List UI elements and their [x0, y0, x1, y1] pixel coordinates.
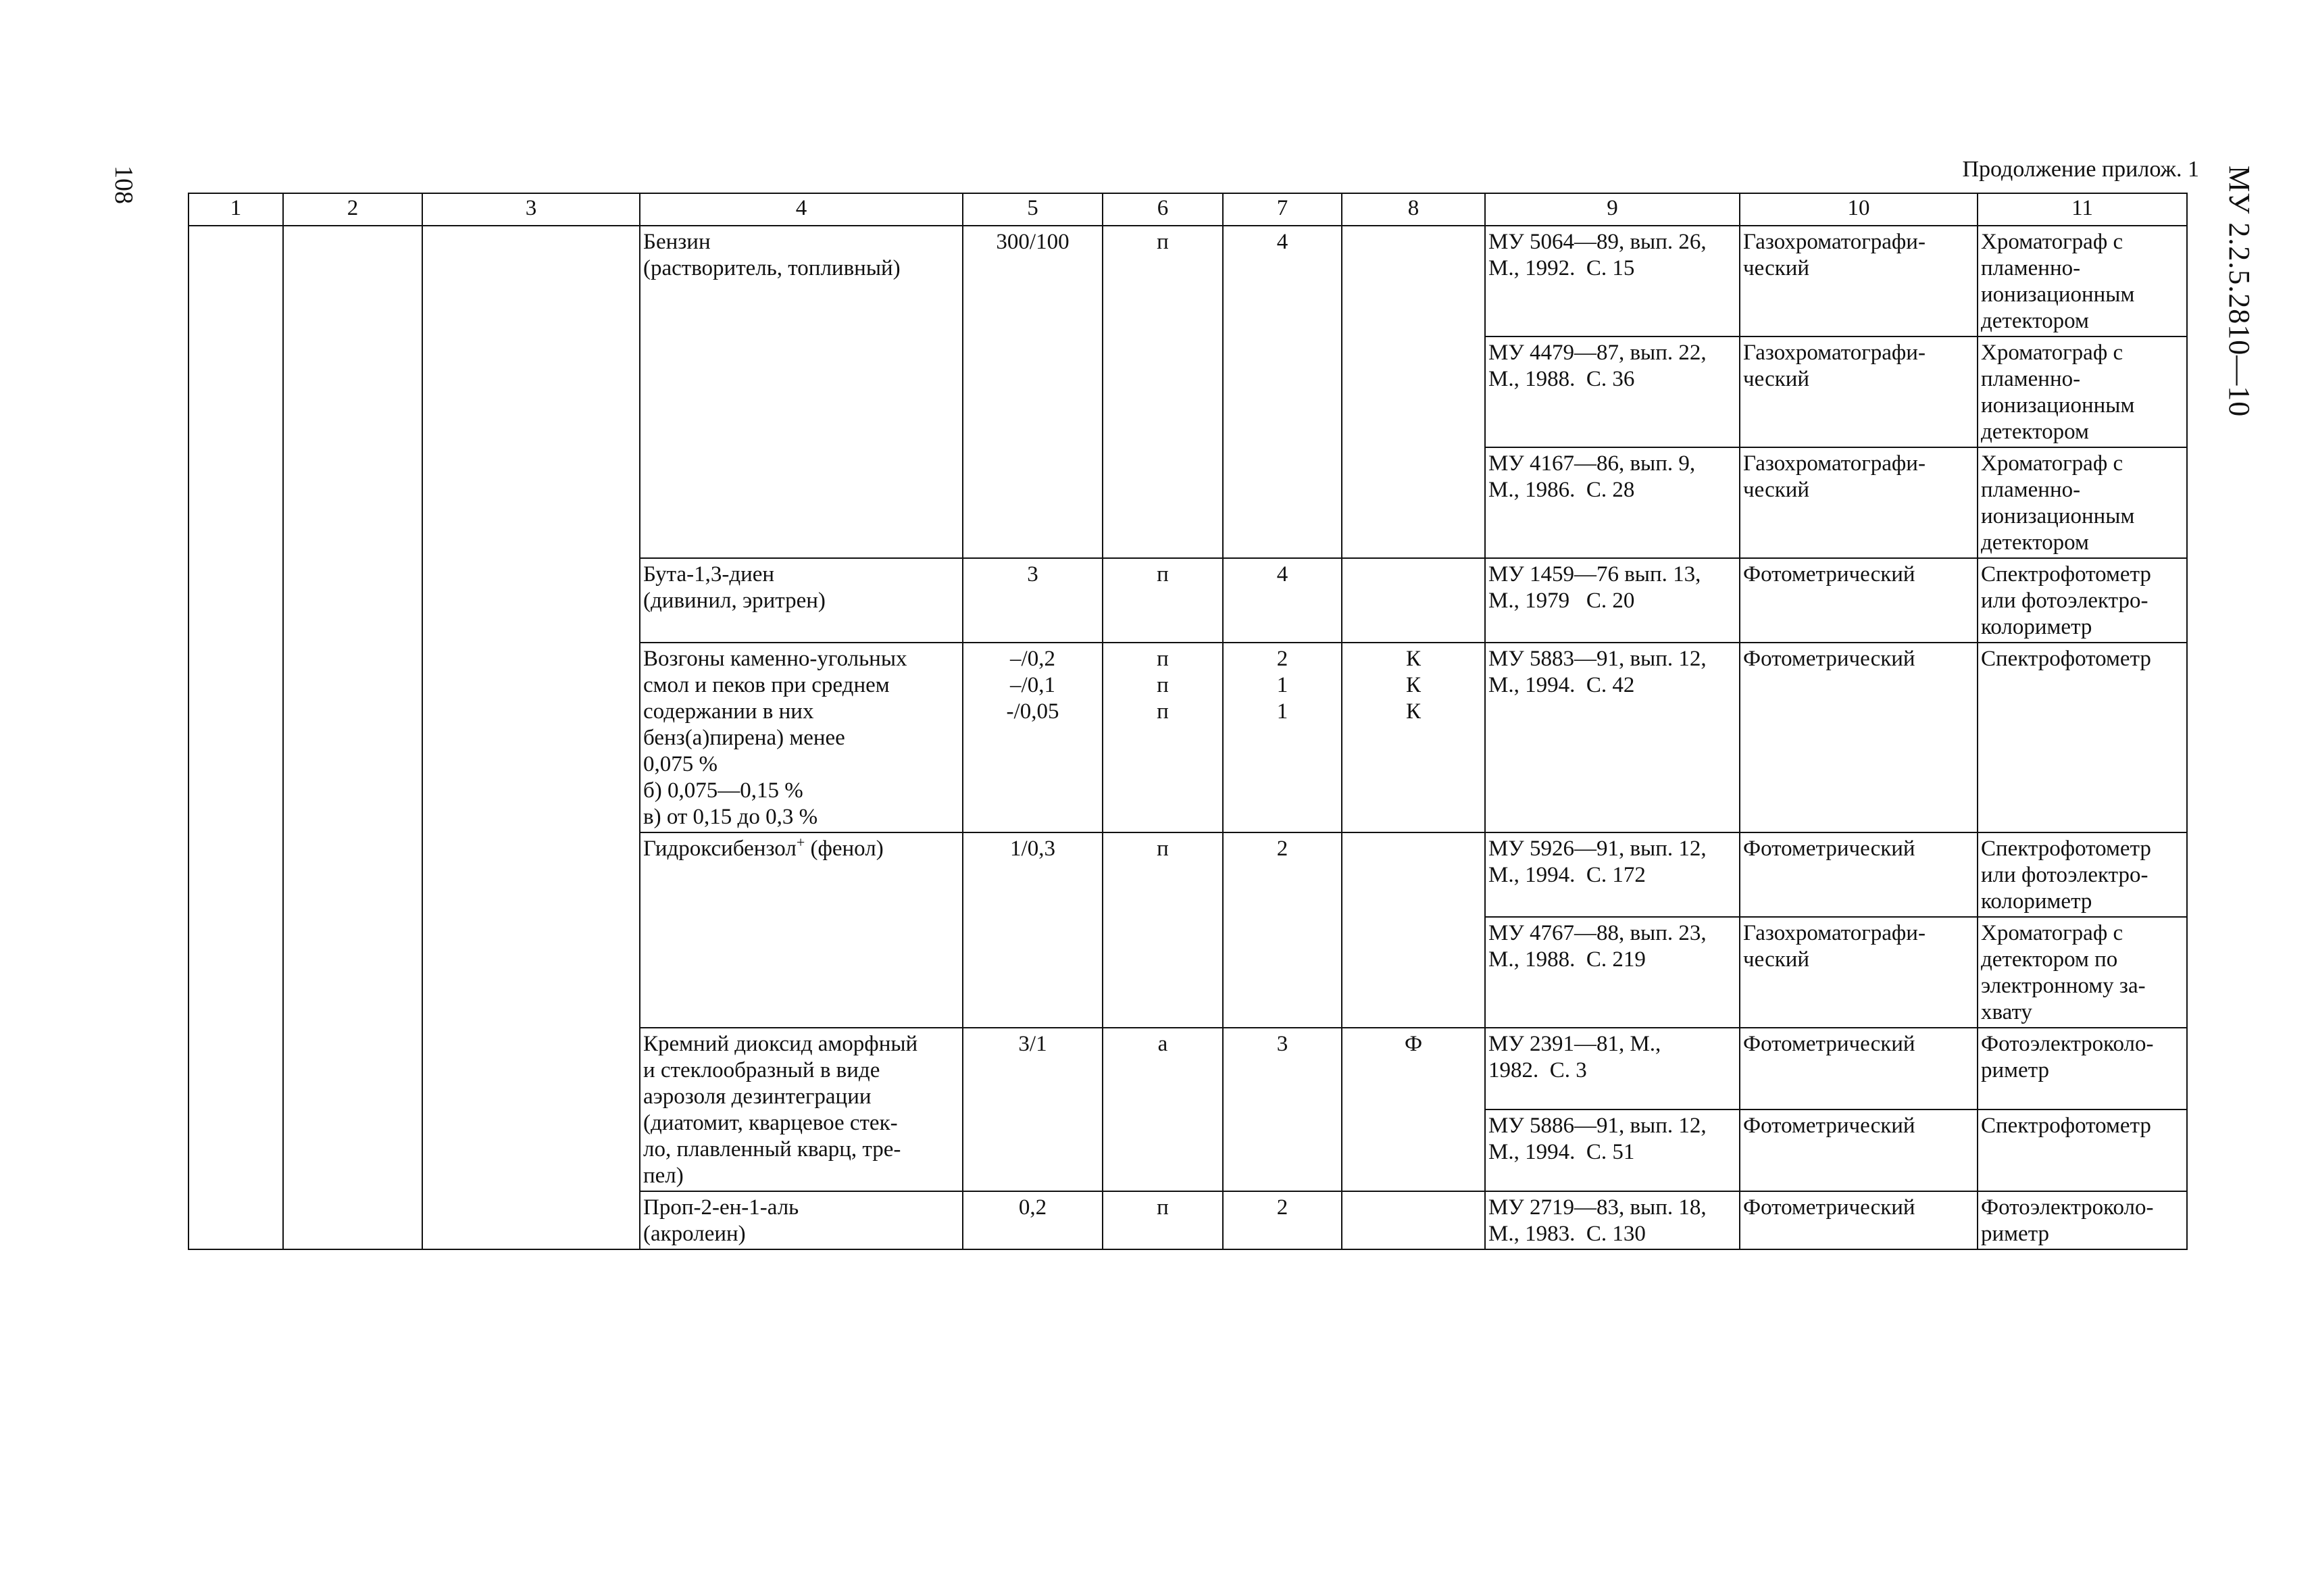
- method-type-cell-line: Газохроматографи-: [1743, 230, 1926, 254]
- device-cell-line: риметр: [1981, 1222, 2050, 1246]
- method-type-cell: [1740, 832, 1978, 917]
- col8-cell: [1342, 1028, 1485, 1191]
- device-cell-line: детектором по: [1981, 947, 2118, 972]
- method-type-cell: [1740, 917, 1978, 1028]
- method-reference-cell: [1485, 1191, 1740, 1249]
- device-cell-line: Хроматограф с: [1981, 921, 2123, 945]
- page-number: 108: [109, 166, 138, 204]
- method-reference-cell-line: МУ 5883—91, вып. 12,: [1488, 647, 1707, 671]
- method-reference-cell-line: М., 1992. С. 15: [1488, 256, 1635, 280]
- substance-cell-line: (акролеин): [643, 1222, 746, 1246]
- substance-cell-line: [643, 836, 959, 862]
- device-cell-line: пламенно-: [1981, 367, 2081, 391]
- substance-cell: [640, 226, 963, 558]
- method-type-cell: [1740, 447, 1978, 558]
- column-header: 9: [1485, 193, 1740, 226]
- substance-cell-line: пел): [643, 1164, 684, 1188]
- device-cell-line: Хроматограф с: [1981, 451, 2123, 476]
- col7-cell: [1223, 1191, 1342, 1249]
- column-header: 7: [1223, 193, 1342, 226]
- method-reference-cell-line: МУ 2719—83, вып. 18,: [1488, 1195, 1707, 1220]
- col5-cell-line: 3: [1027, 562, 1038, 587]
- substance-cell-line: (дивинил, эритрен): [643, 589, 826, 613]
- device-cell-line: пламенно-: [1981, 256, 2081, 280]
- device-cell-line: Спектрофотометр: [1981, 1114, 2151, 1138]
- method-reference-cell: [1485, 832, 1740, 917]
- device-cell: [1978, 643, 2187, 832]
- substance-cell: [640, 1191, 963, 1249]
- col8-cell-line: К: [1405, 699, 1421, 724]
- col7-cell: [1223, 1028, 1342, 1191]
- device-cell-line: хвату: [1981, 1000, 2032, 1024]
- substance-cell-line: и стеклообразный в виде: [643, 1058, 880, 1082]
- method-type-cell-line: Фотометрический: [1743, 1032, 1915, 1056]
- device-cell-line: ионизационным: [1981, 504, 2135, 528]
- col7-cell-line: 2: [1276, 1195, 1288, 1220]
- col5-cell: [963, 643, 1103, 832]
- method-type-cell-line: ческий: [1743, 478, 1810, 502]
- substance-cell: [640, 832, 963, 1028]
- device-cell-line: Спектрофотометр: [1981, 837, 2151, 861]
- device-cell: [1978, 832, 2187, 917]
- method-reference-cell-line: МУ 4167—86, вып. 9,: [1488, 451, 1696, 476]
- device-cell-line: Спектрофотометр: [1981, 562, 2151, 587]
- substance-cell-line: бенз(а)пирена) менее: [643, 726, 845, 750]
- col6-cell: [1103, 558, 1223, 643]
- method-reference-cell-line: МУ 5886—91, вып. 12,: [1488, 1114, 1707, 1138]
- substance-name: Гидроксибензол: [643, 837, 797, 861]
- col5-cell: [963, 832, 1103, 1028]
- substance-cell-line: Бензин: [643, 230, 711, 254]
- device-cell: [1978, 1028, 2187, 1109]
- method-type-cell: [1740, 336, 1978, 447]
- method-type-cell-line: Фотометрический: [1743, 647, 1915, 671]
- col6-cell-line: п: [1157, 562, 1169, 587]
- substance-cell-line: аэрозоля дезинтеграции: [643, 1084, 872, 1109]
- substance-cell-line: (растворитель, топливный): [643, 256, 901, 280]
- method-type-cell: [1740, 558, 1978, 643]
- table-body: [188, 226, 2187, 1249]
- empty-column-cell: [188, 226, 283, 1249]
- device-cell-line: Спектрофотометр: [1981, 647, 2151, 671]
- method-reference-cell: [1485, 1028, 1740, 1109]
- substance-name: (фенол): [805, 837, 884, 861]
- empty-column-cell: [422, 226, 640, 1249]
- col7-cell: [1223, 643, 1342, 832]
- method-type-cell-line: Фотометрический: [1743, 1114, 1915, 1138]
- col7-cell-line: 2: [1276, 647, 1288, 671]
- data-table: [188, 193, 2188, 1250]
- substance-superscript: +: [796, 834, 805, 851]
- method-reference-cell-line: МУ 4767—88, вып. 23,: [1488, 921, 1707, 945]
- device-cell-line: детектором: [1981, 420, 2089, 444]
- substance-cell-line: б) 0,075—0,15 %: [643, 778, 803, 803]
- device-cell-line: Фотоэлектроколо-: [1981, 1032, 2154, 1056]
- col5-cell: [963, 1028, 1103, 1191]
- method-reference-cell: [1485, 643, 1740, 832]
- column-header: 3: [422, 193, 640, 226]
- col8-cell-line: Ф: [1404, 1032, 1423, 1056]
- method-reference-cell-line: М., 1986. С. 28: [1488, 478, 1635, 502]
- col7-cell: [1223, 558, 1342, 643]
- col7-cell-line: 2: [1276, 837, 1288, 861]
- method-type-cell: [1740, 643, 1978, 832]
- col8-cell-line: К: [1405, 673, 1421, 697]
- col5-cell-line: –/0,1: [1010, 673, 1055, 697]
- col8-cell: [1342, 1191, 1485, 1249]
- substance-cell-line: (диатомит, кварцевое стек-: [643, 1111, 898, 1135]
- substance-cell-line: Бута-1,3-диен: [643, 562, 775, 587]
- col8-cell: [1342, 558, 1485, 643]
- device-cell-line: Хроматограф с: [1981, 341, 2123, 365]
- col6-cell-line: а: [1157, 1032, 1168, 1056]
- col6-cell-line: п: [1157, 673, 1169, 697]
- method-reference-cell-line: М., 1994. С. 42: [1488, 673, 1635, 697]
- method-type-cell: [1740, 1191, 1978, 1249]
- column-header: 1: [188, 193, 283, 226]
- column-header: 6: [1103, 193, 1223, 226]
- method-reference-cell-line: МУ 5064—89, вып. 26,: [1488, 230, 1707, 254]
- substance-cell-line: ло, плавленный кварц, тре-: [643, 1137, 901, 1162]
- col6-cell: [1103, 1191, 1223, 1249]
- col5-cell-line: 0,2: [1018, 1195, 1047, 1220]
- col6-cell: [1103, 832, 1223, 1028]
- substance-cell: [640, 558, 963, 643]
- col6-cell-line: п: [1157, 230, 1169, 254]
- col7-cell-line: 4: [1276, 562, 1288, 587]
- device-cell-line: пламенно-: [1981, 478, 2081, 502]
- device-cell-line: ионизационным: [1981, 393, 2135, 418]
- method-reference-cell-line: М., 1988. С. 219: [1488, 947, 1646, 972]
- col6-cell: [1103, 1028, 1223, 1191]
- method-type-cell: [1740, 1109, 1978, 1191]
- device-cell: [1978, 1109, 2187, 1191]
- method-type-cell-line: ческий: [1743, 947, 1810, 972]
- column-header: 11: [1978, 193, 2187, 226]
- column-header: 8: [1342, 193, 1485, 226]
- col8-cell: [1342, 226, 1485, 558]
- device-cell-line: или фотоэлектро-: [1981, 589, 2148, 613]
- col5-cell-line: 300/100: [996, 230, 1070, 254]
- device-cell-line: риметр: [1981, 1058, 2050, 1082]
- col6-cell: [1103, 643, 1223, 832]
- col6-cell-line: п: [1157, 647, 1169, 671]
- method-reference-cell-line: М., 1983. С. 130: [1488, 1222, 1646, 1246]
- substance-cell-line: Проп-2-ен-1-аль: [643, 1195, 799, 1220]
- method-type-cell: [1740, 1028, 1978, 1109]
- method-reference-cell-line: МУ 2391—81, М.,: [1488, 1032, 1661, 1056]
- method-type-cell-line: ческий: [1743, 367, 1810, 391]
- col7-cell: [1223, 226, 1342, 558]
- substance-cell-line: в) от 0,15 до 0,3 %: [643, 805, 818, 829]
- device-cell-line: или фотоэлектро-: [1981, 863, 2148, 887]
- method-reference-cell-line: М., 1988. С. 36: [1488, 367, 1635, 391]
- method-reference-cell: [1485, 558, 1740, 643]
- column-header: 4: [640, 193, 963, 226]
- device-cell-line: колориметр: [1981, 615, 2092, 639]
- device-cell: [1978, 336, 2187, 447]
- device-cell-line: ионизационным: [1981, 282, 2135, 307]
- method-reference-cell-line: МУ 4479—87, вып. 22,: [1488, 341, 1707, 365]
- table-row: [188, 226, 2187, 336]
- device-cell-line: детектором: [1981, 530, 2089, 555]
- method-type-cell-line: Газохроматографи-: [1743, 921, 1926, 945]
- device-cell-line: Фотоэлектроколо-: [1981, 1195, 2154, 1220]
- col5-cell-line: -/0,05: [1006, 699, 1059, 724]
- col5-cell-line: 3/1: [1018, 1032, 1047, 1056]
- method-type-cell-line: Фотометрический: [1743, 562, 1915, 587]
- method-reference-cell: [1485, 1109, 1740, 1191]
- method-reference-cell-line: 1982. С. 3: [1488, 1058, 1587, 1082]
- substance-cell-line: Кремний диоксид аморфный: [643, 1032, 918, 1056]
- substance-cell-line: 0,075 %: [643, 752, 718, 776]
- method-reference-cell-line: МУ 5926—91, вып. 12,: [1488, 837, 1707, 861]
- col8-cell: [1342, 643, 1485, 832]
- empty-column-cell: [283, 226, 422, 1249]
- method-type-cell-line: Фотометрический: [1743, 837, 1915, 861]
- column-header: 2: [283, 193, 422, 226]
- method-reference-cell: [1485, 447, 1740, 558]
- device-cell: [1978, 226, 2187, 336]
- method-type-cell-line: Газохроматографи-: [1743, 341, 1926, 365]
- col6-cell: [1103, 226, 1223, 558]
- device-cell: [1978, 558, 2187, 643]
- col5-cell: [963, 1191, 1103, 1249]
- substance-cell: [640, 643, 963, 832]
- method-reference-cell-line: М., 1994. С. 172: [1488, 863, 1646, 887]
- method-reference-cell: [1485, 226, 1740, 336]
- col7-cell-line: 1: [1276, 699, 1288, 724]
- col7-cell: [1223, 832, 1342, 1028]
- col5-cell: [963, 558, 1103, 643]
- continuation-label: Продолжение прилож. 1: [1962, 157, 2199, 182]
- method-type-cell-line: Фотометрический: [1743, 1195, 1915, 1220]
- method-type-cell-line: ческий: [1743, 256, 1810, 280]
- substance-cell-line: содержании в них: [643, 699, 814, 724]
- device-cell-line: электронному за-: [1981, 974, 2146, 998]
- method-reference-cell-line: М., 1979 С. 20: [1488, 589, 1635, 613]
- method-reference-cell: [1485, 336, 1740, 447]
- col7-cell-line: 3: [1276, 1032, 1288, 1056]
- method-reference-cell-line: М., 1994. С. 51: [1488, 1140, 1635, 1164]
- col5-cell-line: 1/0,3: [1010, 837, 1055, 861]
- method-type-cell-line: Газохроматографи-: [1743, 451, 1926, 476]
- col5-cell-line: –/0,2: [1010, 647, 1055, 671]
- column-header: 5: [963, 193, 1103, 226]
- column-header: 10: [1740, 193, 1978, 226]
- device-cell: [1978, 917, 2187, 1028]
- col8-cell: [1342, 832, 1485, 1028]
- col6-cell-line: п: [1157, 1195, 1169, 1220]
- substance-cell: [640, 1028, 963, 1191]
- col7-cell-line: 4: [1276, 230, 1288, 254]
- substance-cell-line: смол и пеков при среднем: [643, 673, 890, 697]
- method-reference-cell: [1485, 917, 1740, 1028]
- device-cell: [1978, 447, 2187, 558]
- device-cell-line: детектором: [1981, 309, 2089, 333]
- method-reference-cell-line: МУ 1459—76 вып. 13,: [1488, 562, 1701, 587]
- device-cell: [1978, 1191, 2187, 1249]
- header-row: [188, 193, 2187, 226]
- method-type-cell: [1740, 226, 1978, 336]
- substance-cell-line: Возгоны каменно-угольных: [643, 647, 907, 671]
- col5-cell: [963, 226, 1103, 558]
- document-code: МУ 2.2.5.2810—10: [2223, 166, 2256, 418]
- col7-cell-line: 1: [1276, 673, 1288, 697]
- col6-cell-line: п: [1157, 837, 1169, 861]
- col8-cell-line: К: [1405, 647, 1421, 671]
- col6-cell-line: п: [1157, 699, 1169, 724]
- device-cell-line: Хроматограф с: [1981, 230, 2123, 254]
- device-cell-line: колориметр: [1981, 889, 2092, 914]
